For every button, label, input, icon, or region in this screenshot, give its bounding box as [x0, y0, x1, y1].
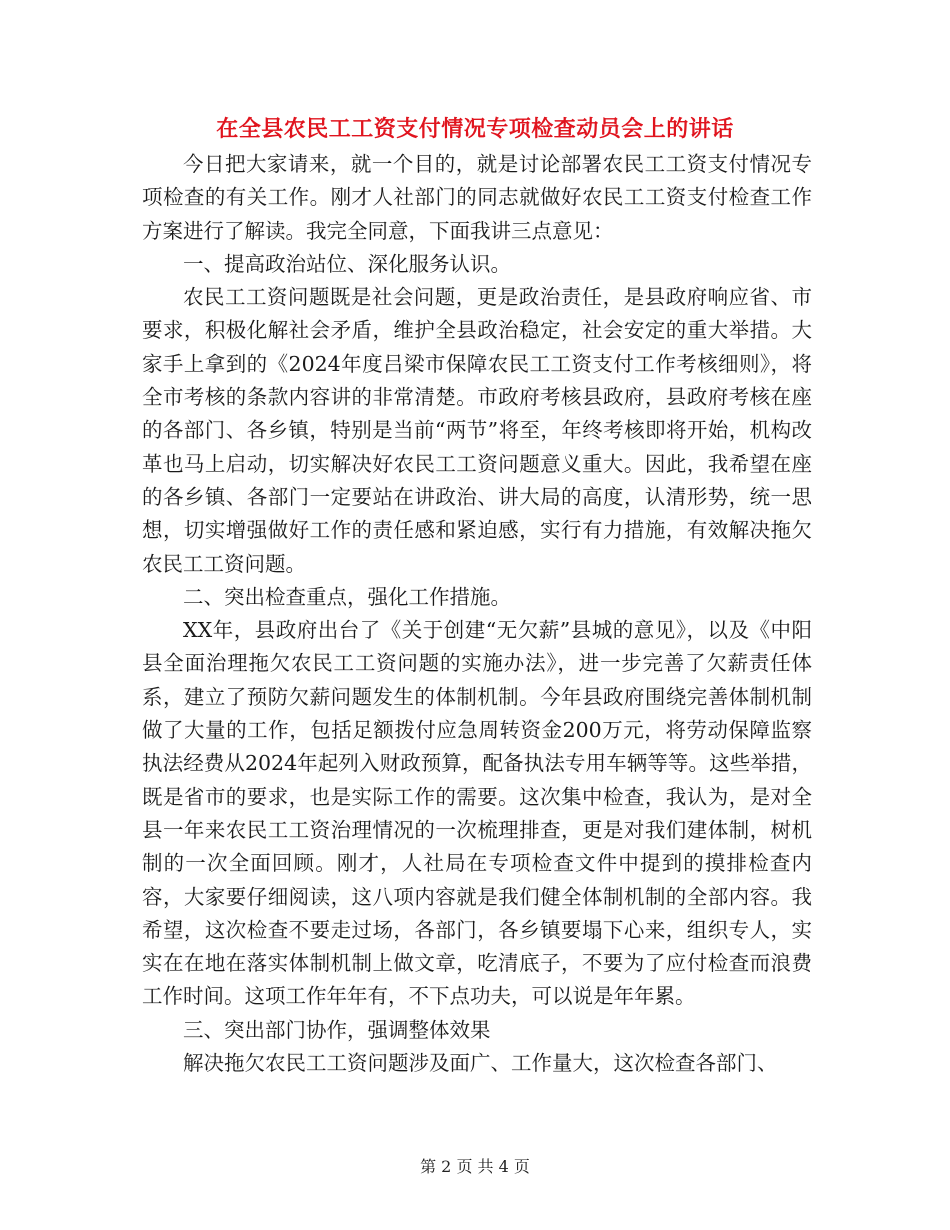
- page-number-footer: 第 2 页 共 4 页: [420, 1157, 530, 1176]
- document-body: [142, 148, 812, 1080]
- paragraph-section-2: XX年，县政府出台了《关于创建“无欠薪”县城的意见》，以及《中阳县全面治理拖欠农民工工资问题的实施办法》，进一步完善了欠薪责任体系，建立了预防欠薪问题发生的体制机制。今年县政府围绕完善体制机制做了大量的工作，包括足额拨付应急周转资金200万元，将劳动保障监察执法经费从2024年起列入财政预算，配备执法专用车辆等等。这些举措，既是省市的要求，也是实际工作的需要。这次集中检查，我认为，是对全县一年来农民工工资治理情况的一次梳理排查，更是对我们建体制，树机制的一次全面回顾。刚才，人社局在专项检查文件中提到的摸排检查内容，大家要仔细阅读，这八项内容就是我们健全体制机制的全部内容。我希望，这次检查不要走过场，各部门，各乡镇要塌下心来，组织专人，实实在在地在落实体制机制上做文章，吃清底子，不要为了应付检查而浪费工作时间。这项工作年年有，不下点功夫，可以说是年年累。: [142, 618, 812, 1009]
- paragraph-section-1: 农民工工资问题既是社会问题，更是政治责任，是县政府响应省、市要求，积极化解社会矛盾，维护全县政治稳定，社会安定的重大举措。大家手上拿到的《2024年度吕梁市保障农民工工资支付工作考核细则》，将全市考核的条款内容讲的非常清楚。市政府考核县政府，县政府考核在座的各部门、各乡镇，特别是当前“两节”将至，年终考核即将开始，机构改革也马上启动，切实解决好农民工工资问题意义重大。因此，我希望在座的各乡镇、各部门一定要站在讲政治、讲大局的高度，认清形势，统一思想，切实增强做好工作的责任感和紧迫感，实行有力措施，有效解决拖欠农民工工资问题。: [142, 285, 812, 576]
- paragraph-intro: 今日把大家请来，就一个目的，就是讨论部署农民工工资支付情况专项检查的有关工作。刚才人社部门的同志就做好农民工工资支付检查工作方案进行了解读。我完全同意，下面我讲三点意见：: [142, 152, 812, 243]
- section-heading-3: 三、突出部门协作，强调整体效果: [183, 1017, 491, 1042]
- document-title: 在全县农民工工资支付情况专项检查动员会上的讲话: [216, 116, 734, 142]
- paragraph-section-3: 解决拖欠农民工工资问题涉及面广、工作量大，这次检查各部门、: [183, 1051, 778, 1076]
- section-heading-1: 一、提高政治站位、深化服务认识。: [183, 251, 511, 276]
- section-heading-2: 二、突出检查重点，强化工作措施。: [183, 584, 511, 609]
